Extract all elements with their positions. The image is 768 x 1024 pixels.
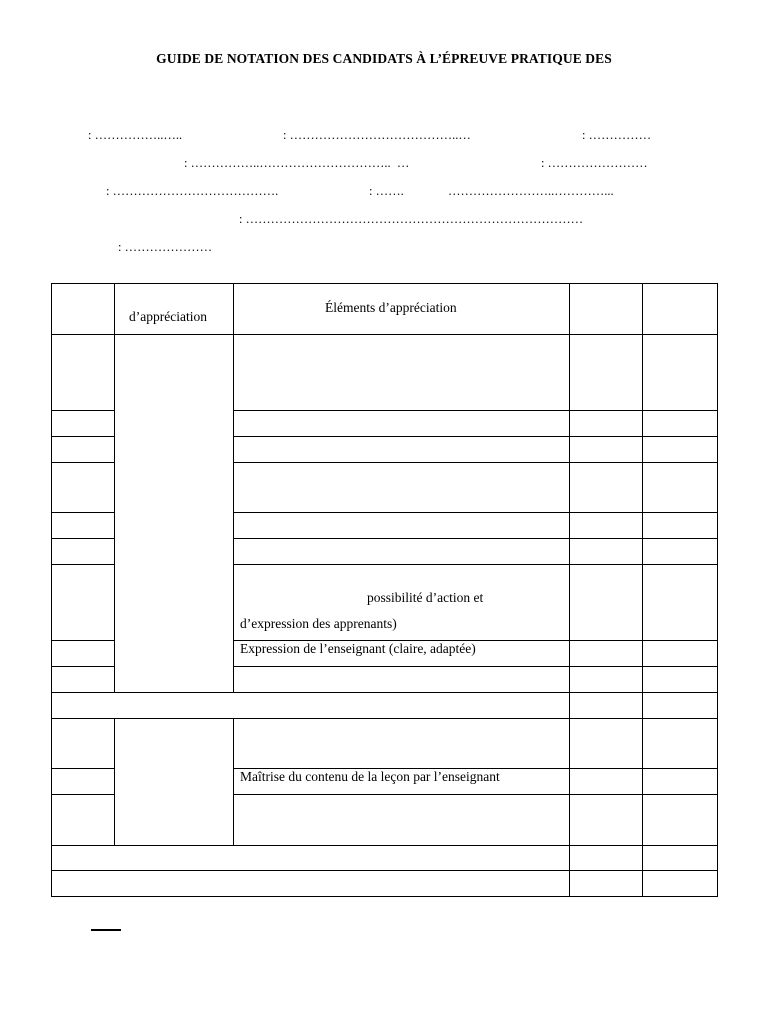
header-elements-appreciation: Éléments d’appréciation — [325, 300, 457, 315]
cell-expression-apprenants: d’expression des apprenants) — [240, 616, 397, 631]
underline-mark — [91, 929, 121, 931]
header-appreciation-label: d’appréciation — [129, 309, 207, 324]
form-field-blank: : …………………… — [541, 156, 648, 170]
cell-expression-enseignant: Expression de l’enseignant (claire, adaptée) — [240, 641, 476, 656]
form-field-blank: ……………………..…………... — [448, 184, 614, 198]
document-title: GUIDE DE NOTATION DES CANDIDATS À L’ÉPREUVE PRATIQUE DES — [156, 51, 612, 66]
form-field-blank: : ……………..….. — [88, 128, 183, 142]
form-field-blank: : ……………………………………………………………………… — [239, 212, 584, 226]
cell-possibilite-action: possibilité d’action et — [367, 590, 484, 605]
form-field-blank: : …………………………………. — [106, 184, 279, 198]
form-field-blank: : …………… — [582, 128, 652, 142]
form-field-blank: : …………………………………..… — [283, 128, 471, 142]
form-field-blank: : ……………..………………………….. … — [184, 156, 410, 170]
cell-maitrise-contenu: Maîtrise du contenu de la leçon par l’enseignant — [240, 769, 500, 784]
form-field-blank: : ……. — [369, 184, 404, 198]
form-field-blank: : ………………… — [118, 240, 213, 254]
